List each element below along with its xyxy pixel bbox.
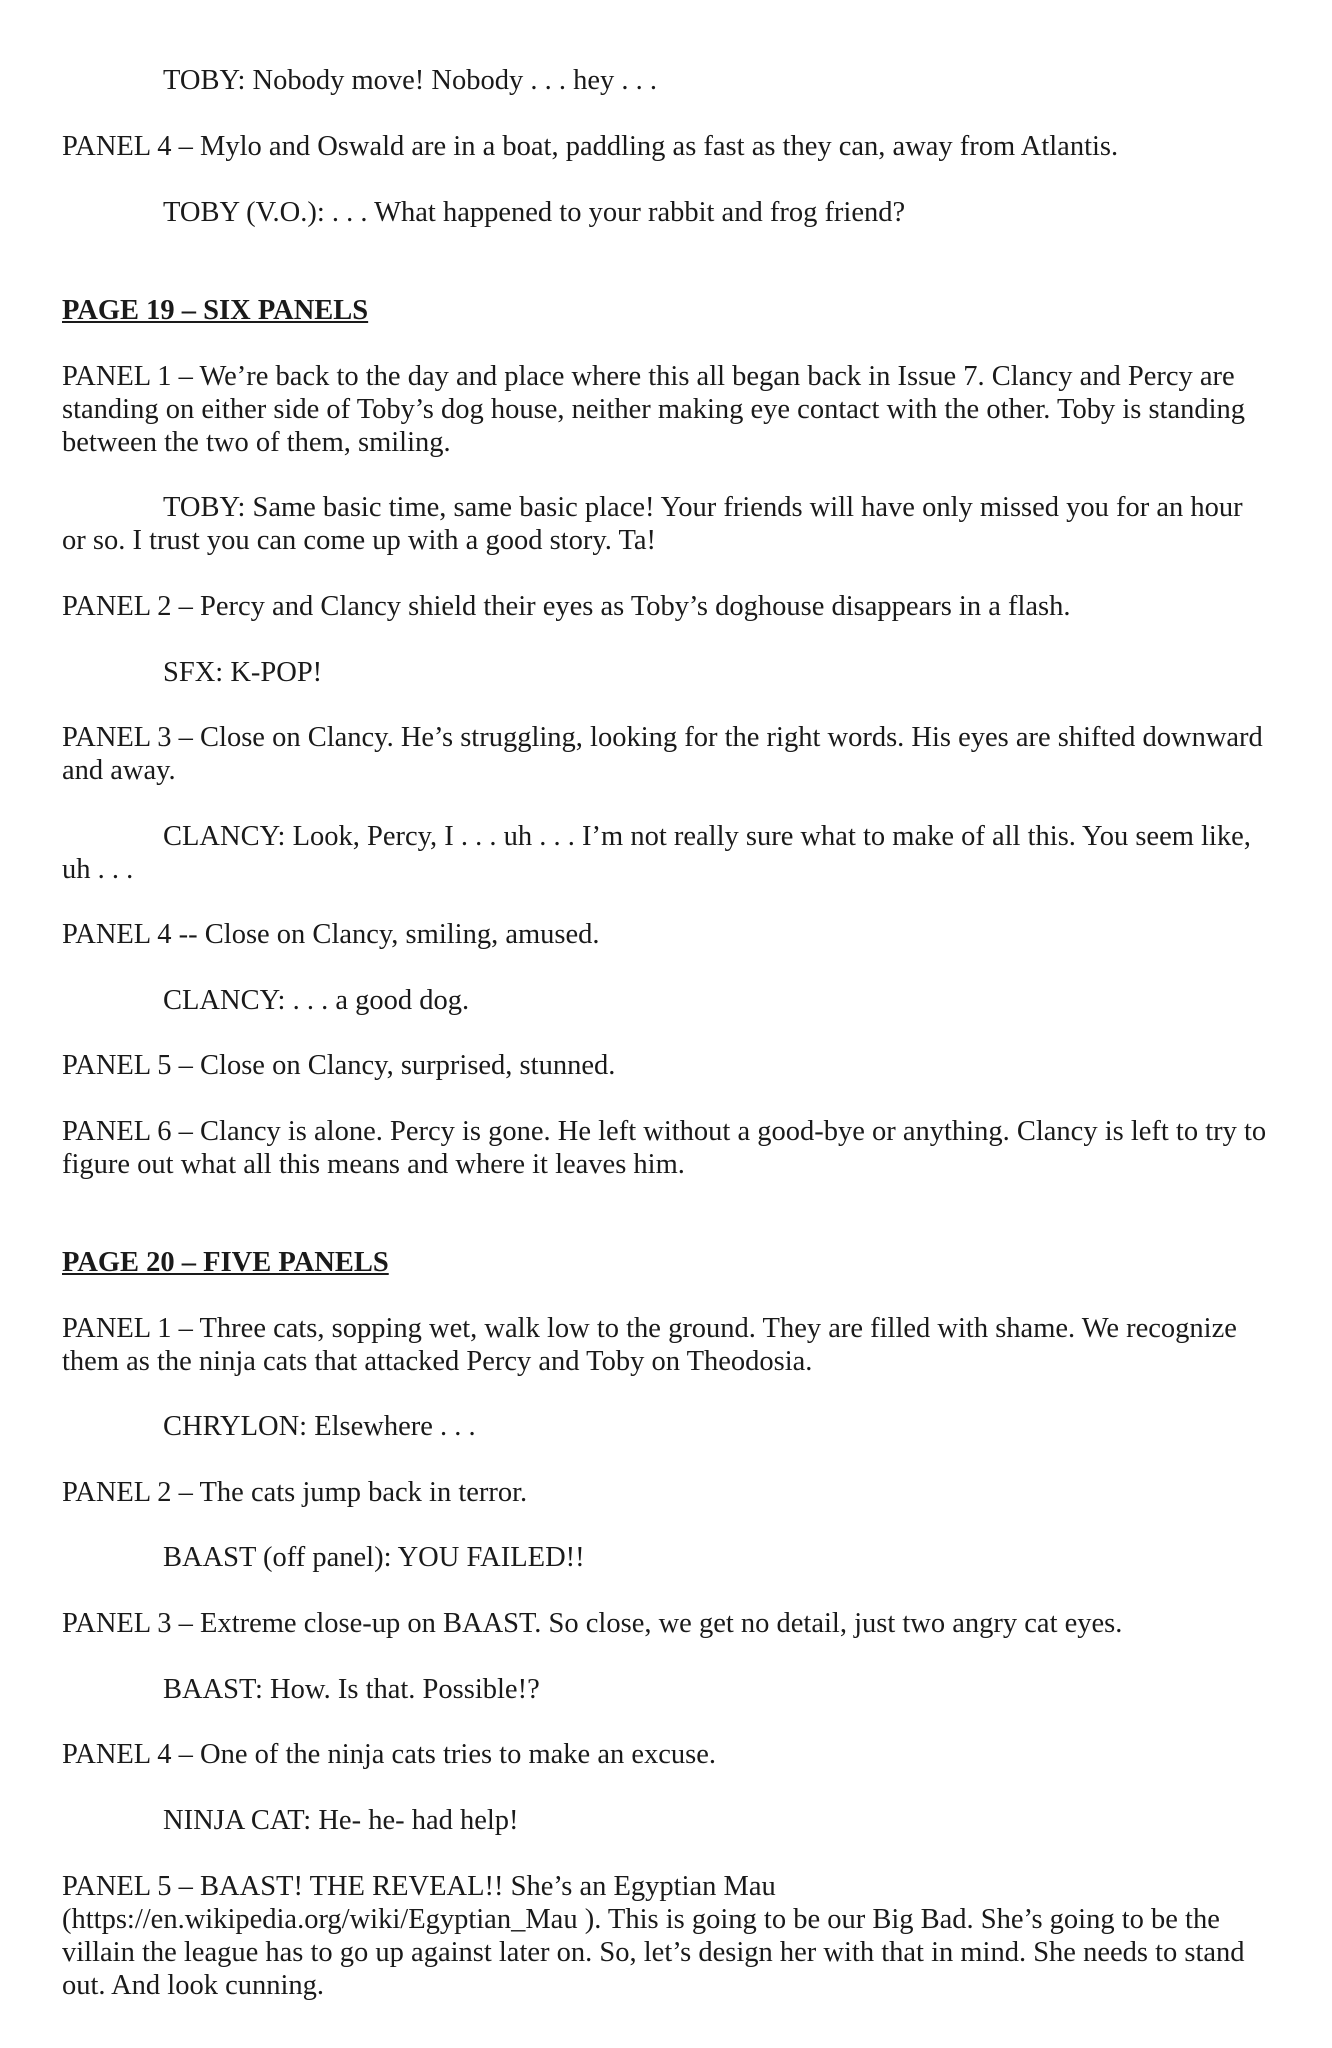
page-20-panel-2: PANEL 2 – The cats jump back in terror. [62,1477,528,1508]
dialogue-toby-vo: TOBY (V.O.): . . . What happened to your rabbit and frog friend? [163,197,906,228]
page-20-heading: PAGE 20 – FIVE PANELS [62,1247,389,1278]
page-19-panel-2: PANEL 2 – Percy and Clancy shield their eyes as Toby’s doghouse disappears in a flash. [62,591,1071,622]
page-20-panel-4: PANEL 4 – One of the ninja cats tries to make an excuse. [62,1739,717,1770]
page-20-dialogue-baast-1: BAAST (off panel): YOU FAILED!! [163,1542,585,1573]
page-19-panel-5: PANEL 5 – Close on Clancy, surprised, stunned. [62,1050,616,1081]
panel-4-description: PANEL 4 – Mylo and Oswald are in a boat, paddling as fast as they can, away from Atlantis. [62,131,1119,162]
page-20-dialogue-baast-2: BAAST: How. Is that. Possible!? [163,1674,540,1705]
page-20-dialogue-chrylon: CHRYLON: Elsewhere . . . [163,1411,476,1442]
page-20-panel-1: PANEL 1 – Three cats, sopping wet, walk low to the ground. They are filled with shame. We recognize them as the ninja cats that attacked Percy and Toby on Theodosia. [62,1313,1237,1377]
page-20-panel-3: PANEL 3 – Extreme close-up on BAAST. So close, we get no detail, just two angry cat eyes. [62,1608,1123,1639]
page-19-panel-1: PANEL 1 – We’re back to the day and place where this all began back in Issue 7. Clancy and Percy are standing on either side of Toby’s dog house, neither making eye contact with the other. Toby is standing between the two of them, smiling. [62,361,1246,458]
page-19-dialogue-clancy-2: CLANCY: . . . a good dog. [163,985,470,1016]
page-20-dialogue-ninja-cat: NINJA CAT: He- he- had help! [163,1805,519,1836]
page-20-panel-5: PANEL 5 – BAAST! THE REVEAL!! She’s an Egyptian Mau (https://en.wikipedia.org/wiki/Egyptian_Mau ). This is going to be our Big Bad. She’s going to be the villain the league has to go up against later on. So, let’s design her with that in mind. She needs to stand out. And look cunning. [62,1871,1245,2001]
page-19-panel-6: PANEL 6 – Clancy is alone. Percy is gone. He left without a good-bye or anything. Clancy is left to try to figure out what all this means and where it leaves him. [62,1116,1267,1180]
page-19-heading: PAGE 19 – SIX PANELS [62,295,369,326]
page-19-panel-4: PANEL 4 -- Close on Clancy, smiling, amused. [62,919,600,950]
page-19-sfx: SFX: K-POP! [163,657,323,688]
dialogue-toby-nobody-move: TOBY: Nobody move! Nobody . . . hey . . . [163,65,657,96]
page-19-dialogue-clancy-1: CLANCY: Look, Percy, I . . . uh . . . I’m not really sure what to make of all this. You seem like, uh . . . [62,821,1251,885]
page-19-panel-3: PANEL 3 – Close on Clancy. He’s struggling, looking for the right words. His eyes are shifted downward and away. [62,722,1263,786]
page-19-dialogue-toby: TOBY: Same basic time, same basic place! Your friends will have only missed you for an hour or so. I trust you can come up with a good story. Ta! [62,492,1243,556]
